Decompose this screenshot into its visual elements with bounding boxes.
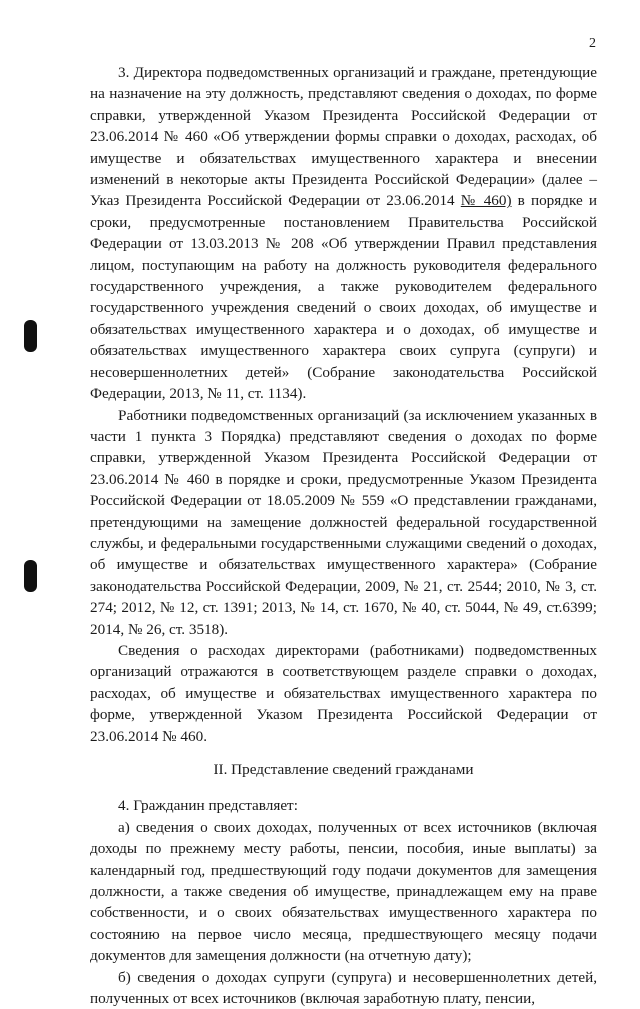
- paragraph-item-4: 4. Гражданин представляет:: [118, 797, 298, 815]
- page-number: 2: [589, 36, 596, 51]
- paragraph-item-3: 3. Директора подведомственных организаций и граждане, претендующие на назначение на эту должность, представляют сведения о доходах, по форме справки, утвержденной Указом Президента Российской Федерации от 23.06.2014 № 460 «Об утверждении формы справки о доходах, расходах, об имуществе и обязательствах имущественного характера и внесении изменений в некоторые акты Президента Российской Федерации» (далее – Указ Президента Российской Федерации от 23.06.2014 № 460) в порядке и сроки, предусмотренные постановлением Правительства Российской Федерации от 13.03.2013 № 208 «Об утверждении Правил представления лицом, поступающим на работу на должность руководителя федерального государственного учреждения, а также руководителем федерального государственного учреждения сведений о своих доходах, об имуществе и обязательствах имущественного характера и о доходах, об имуществе и обязательствах имущественного характера своих супруга (супруги) и несовершеннолетних детей» (Собрание законодательства Российской Федерации, 2013, № 11, ст. 1134).: [90, 64, 597, 403]
- section-heading: II. Представление сведений гражданами: [213, 761, 474, 778]
- document-body: [90, 62, 597, 1009]
- punch-hole-mark: [24, 320, 37, 352]
- paragraph-employees: Работники подведомственных организаций (за исключением указанных в части 1 пункта 3 Порядка) представляют сведения о доходах по форме справки, утвержденной Указом Президента Российской Федерации от 23.06.2014 № 460 в порядке и сроки, предусмотренные Указом Президента Российской Федерации от 18.05.2009 № 559 «О представлении гражданами, претендующими на замещение должностей федеральной государственной службы, и федеральными государственными служащими сведений о доходах, об имуществе и обязательствах имущественного характера» (Собрание законодательства Российской Федерации, 2009, № 21, ст. 2544; 2010, № 3, ст. 274; 2012, № 12, ст. 1391; 2013, № 14, ст. 1670, № 40, ст. 5044, № 49, ст.6399; 2014, № 26, ст. 3518).: [90, 406, 597, 638]
- paragraph-expenses: Сведения о расходах директорами (работниками) подведомственных организаций отражаются в соответствующем разделе справки о доходах, расходах, об имуществе и обязательствах имущественного характера по форме, утвержденной Указом Президента Российской Федерации от 23.06.2014 № 460.: [90, 641, 597, 745]
- paragraph-item-4b: б) сведения о доходах супруги (супруга) и несовершеннолетних детей, полученных от всех источников (включая заработную плату, пенсии,: [90, 968, 597, 1008]
- underlined-reference: № 460): [460, 192, 512, 210]
- paragraph-item-4a: а) сведения о своих доходах, полученных от всех источников (включая доходы по прежнему месту работы, пенсии, пособия, иные выплаты) за календарный год, предшествующий году подачи документов для замещения должности, а также сведения об имуществе, принадлежащем ему на праве собственности, и о своих обязательствах имущественного характера по состоянию на первое число месяца, предшествующего месяцу подачи документов для замещения должности (на отчетную дату);: [90, 818, 597, 965]
- punch-hole-mark: [24, 560, 37, 592]
